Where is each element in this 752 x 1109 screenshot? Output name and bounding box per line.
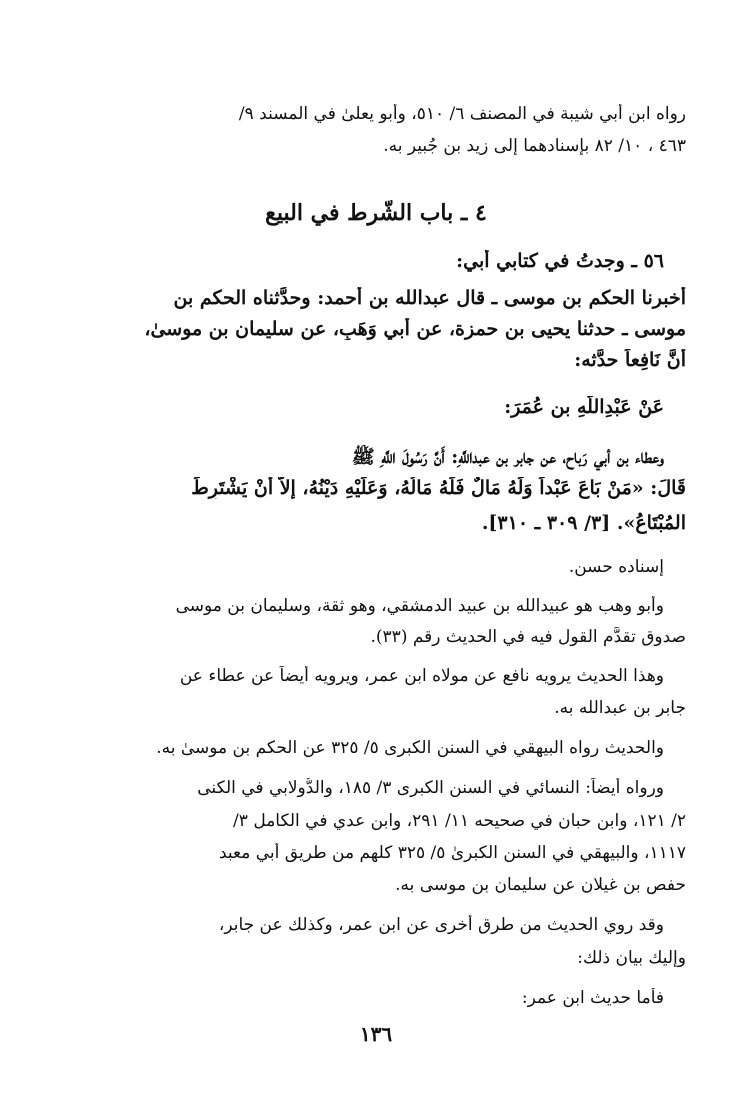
commentary-para-2-line-2: صدوق تقدَّم القول فيه في الحديث رقم (٣٣). bbox=[370, 627, 686, 647]
page-number: ١٣٦ bbox=[359, 1022, 393, 1046]
ibn-umar-line: عَنْ عَبْدِاللَّهِ بن عُمَرَ: bbox=[504, 396, 664, 418]
matn-line-2: المُبْتَاعُ». [٣/ ٣٠٩ ـ ٣١٠]. bbox=[481, 512, 686, 534]
hadith-number-line: ٥٦ ـ وجدتُ في كتابي أبي: bbox=[456, 250, 664, 272]
commentary-para-3-line-1: وهذا الحديث يرويه نافع عن مولاه ابن عمر، ويرويه أيضاً عن عطاء عن bbox=[179, 666, 664, 686]
commentary-para-6-line-2: وإليك بيان ذلك: bbox=[577, 948, 686, 968]
commentary-para-5-line-3: ١١١٧، والبيهقي في السنن الكبرىٰ ٥/ ٣٢٥ كلهم من طريق أبي معبد bbox=[219, 843, 686, 863]
intro-line-2: ٤٦٣ ، ١٠/ ٨٢ بإسنادهما إلى زيد بن جُبير به. bbox=[383, 136, 686, 156]
commentary-para-4: والحديث رواه البيهقي في السنن الكبرى ٥/ ٣٢٥ عن الحكم بن موسىٰ به. bbox=[156, 738, 664, 758]
atta-line: وعطاء بن أبي رَباح، عن جابر بن عبداللَّهِ: أَنَّ رَسُولَ اللَّهِ ﷺ bbox=[351, 446, 664, 468]
commentary-para-6-line-1: وقد روي الحديث من طرق أخرى عن ابن عمر، وكذلك عن جابر، bbox=[218, 915, 664, 935]
isnad-line-1: أخبرنا الحكم بن موسى ـ قال عبدالله بن أحمد: وحدَّثناه الحكم بن bbox=[173, 287, 686, 309]
commentary-para-5-line-1: ورواه أيضاً: النسائي في السنن الكبرى ٣/ ١٨٥، والدُّولابي في الكنى bbox=[197, 778, 664, 798]
intro-line-1: رواه ابن أبي شيبة في المصنف ٦/ ٥١٠، وأبو يعلىٰ في المسند ٩/ bbox=[238, 104, 686, 124]
isnad-line-2: موسى ـ حدثنا يحيى بن حمزة، عن أبي وَهَبٍ، عن سليمان بن موسىٰ، bbox=[144, 318, 686, 340]
commentary-para-7: فأما حديث ابن عمر: bbox=[521, 988, 664, 1008]
commentary-para-2-line-1: وأبو وهب هو عبيدالله بن عبيد الدمشقي، وهو ثقة، وسليمان بن موسى bbox=[175, 596, 664, 616]
commentary-para-5-line-2: ٢/ ١٢١، وابن حبان في صحيحه ١١/ ٢٩١، وابن عدي في الكامل ٣/ bbox=[233, 811, 686, 831]
commentary-para-3-line-2: جابر بن عبدالله به. bbox=[554, 698, 686, 718]
matn-line-1: قَالَ: «مَنْ بَاعَ عَبْداً وَلَهُ مَالٌ فَلَهُ مَالُهُ، وَعَلَيْهِ دَيْنُهُ، إِلاَّ أَنْ يَشْتَرِطَ bbox=[191, 477, 686, 499]
commentary-para-5-line-4: حفص بن غيلان عن سليمان بن موسى به. bbox=[395, 875, 686, 895]
isnad-line-3: أَنَّ نَافِعاً حدَّثه: bbox=[574, 349, 686, 371]
chapter-title: ٤ ـ باب الشّرط في البيع bbox=[265, 200, 487, 226]
commentary-isnad-hasan: إسناده حسن. bbox=[568, 557, 664, 577]
